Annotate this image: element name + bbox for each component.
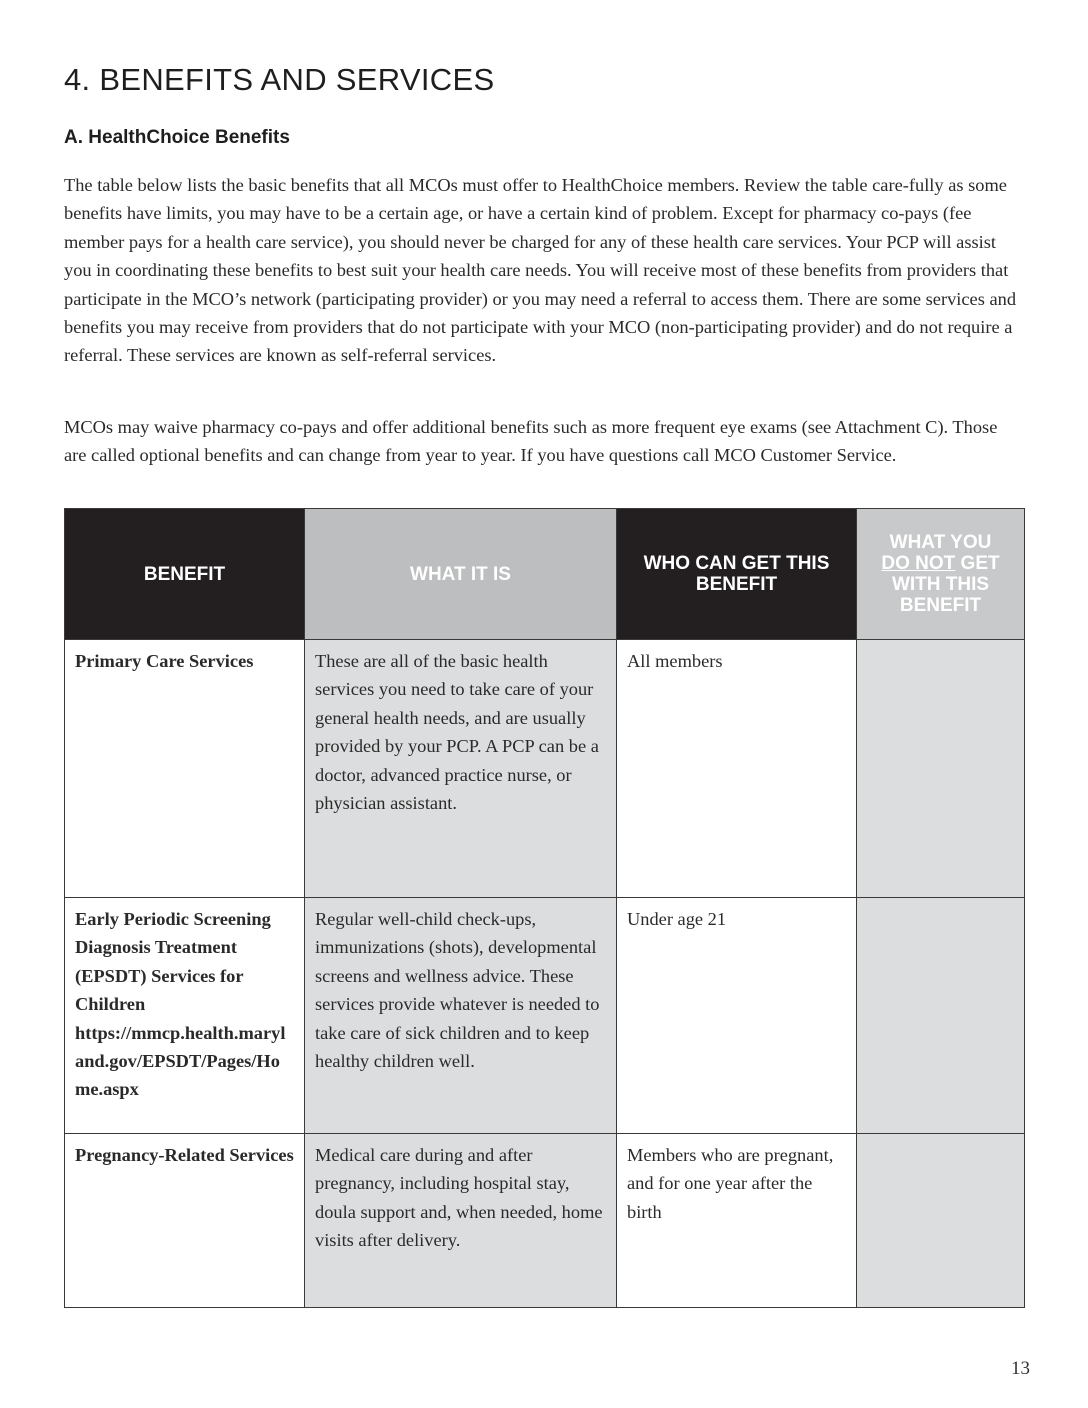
benefit-cell: Pregnancy-Related Services [65, 1134, 305, 1308]
optional-benefits-paragraph: MCOs may waive pharmacy co-pays and offer additional benefits such as more frequent eye exams (see Attachment C). Those are called optional benefits and can change from year to year. If you have questions call MCO Customer Service. [64, 417, 998, 466]
table-row [65, 898, 1025, 1134]
what-it-is-cell: Regular well-child check-ups, immunizations (shots), developmental screens and wellness advice. These services provide whatever is needed to take care of sick children and to keep healthy children well. [305, 898, 617, 1134]
intro-paragraph: The table below lists the basic benefits that all MCOs must offer to HealthChoice members. Review the table care-fully as some benefits have limits, you may have to be a certain age, or have a certain kind of problem. Except for pharmacy co-pays (fee member pays for a health care service), you should never be charged for any of these health care services. Your PCP will assist you in coordinating these benefits to best suit your health care needs. You will receive most of these benefits from providers that participate in the MCO’s network (participating provider) or you may need a referral to access them. There are some services and benefits you may receive from providers that do not participate with your MCO (non-participating provider) and do not require a referral. These services are known as self-referral services. [64, 175, 1017, 366]
who-can-get-cell: All members [617, 640, 857, 898]
header-what-it-is: WHAT IT IS [305, 509, 617, 640]
page-number: 13 [1011, 1358, 1030, 1379]
benefits-table [64, 508, 1025, 1308]
section-heading: A. HealthChoice Benefits [64, 127, 290, 148]
what-it-is-cell: Medical care during and after pregnancy, including hospital stay, doula support and, when needed, home visits after delivery. [305, 1134, 617, 1308]
header-benefit: BENEFIT [65, 509, 305, 640]
header-who-can-get: WHO CAN GET THIS BENEFIT [617, 509, 857, 640]
not-get-cell [857, 640, 1025, 898]
who-can-get-cell: Members who are pregnant, and for one year after the birth [617, 1134, 857, 1308]
page-title: 4. BENEFITS AND SERVICES [64, 62, 495, 97]
table-header-row [65, 509, 1025, 640]
not-get-cell [857, 1134, 1025, 1308]
header-not-get-emphasis: DO NOT [881, 553, 956, 574]
table-row [65, 1134, 1025, 1308]
who-can-get-cell: Under age 21 [617, 898, 857, 1134]
table-row [65, 640, 1025, 898]
not-get-cell [857, 898, 1025, 1134]
benefit-cell: Early Periodic Screening Diagnosis Treatment (EPSDT) Services for Children https://mmcp.health.maryland.gov/EPSDT/Pages/Home.aspx [65, 898, 305, 1134]
what-it-is-cell: These are all of the basic health services you need to take care of your general health needs, and are usually provided by your PCP. A PCP can be a doctor, advanced practice nurse, or physician assistant. [305, 640, 617, 898]
header-not-get-prefix: WHAT YOU [889, 532, 992, 553]
header-not-get-suffix: GET WITH THIS BENEFIT [891, 553, 1000, 616]
benefit-cell: Primary Care Services [65, 640, 305, 898]
header-what-you-do-not-get [857, 509, 1025, 640]
